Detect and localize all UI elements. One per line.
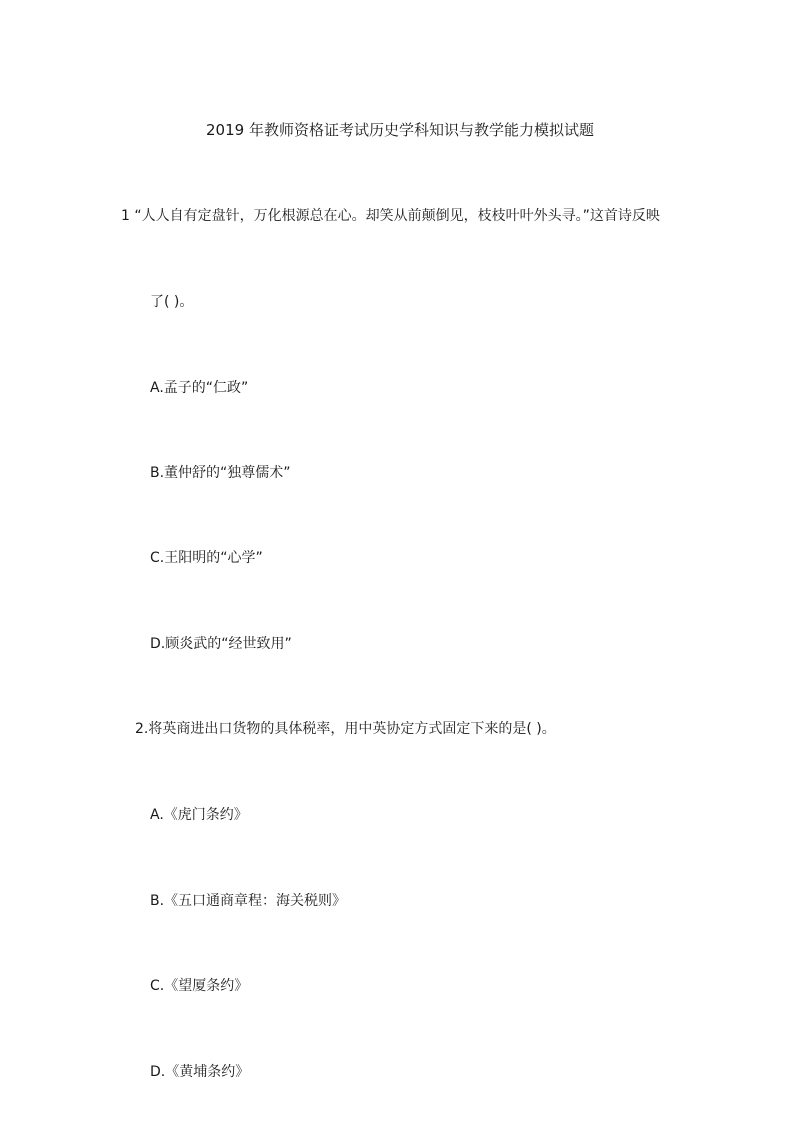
- question-2-option-b: B.《五口通商章程：海关税则》: [150, 893, 347, 909]
- question-2-option-a: A.《虎门条约》: [150, 807, 248, 823]
- question-1-option-d: D.顾炎武的“经世致用”: [150, 636, 292, 652]
- question-1-stem-line-2: 了( )。: [150, 294, 194, 310]
- question-1-stem-line-1: 1 “人人自有定盘针，万化根源总在心。却笑从前颠倒见，枝枝叶叶外头寻。”这首诗反映: [121, 208, 660, 224]
- document-title: 2019 年教师资格证考试历史学科知识与教学能力模拟试题: [206, 121, 594, 139]
- question-2-option-d: D.《黄埔条约》: [150, 1064, 250, 1080]
- question-2-option-c: C.《望厦条约》: [150, 978, 249, 994]
- question-1-option-a: A.孟子的“仁政”: [150, 380, 249, 396]
- question-1-option-b: B.董仲舒的“独尊儒术”: [150, 465, 291, 481]
- question-2-stem: 2.将英商进出口货物的具体税率，用中英协定方式固定下来的是( )。: [135, 721, 556, 737]
- question-1-option-c: C.王阳明的“心学”: [150, 550, 263, 566]
